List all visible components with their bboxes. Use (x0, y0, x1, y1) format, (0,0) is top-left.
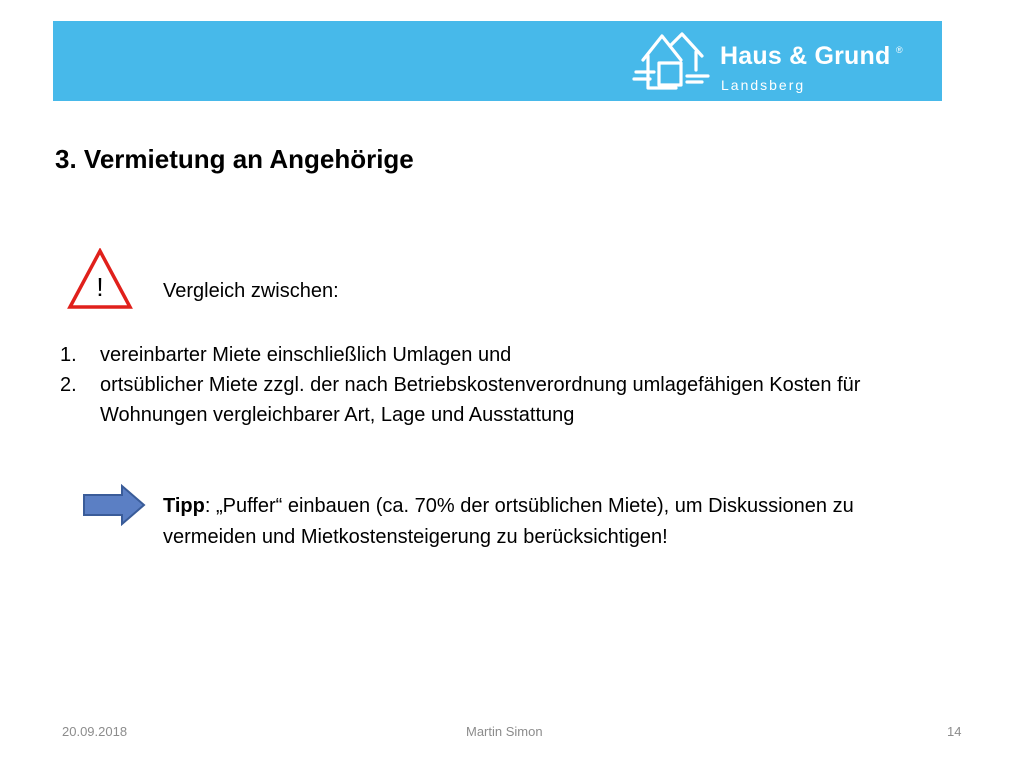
tip-body: : „Puffer“ einbauen (ca. 70% der ortsüblichen Miete), um Diskussionen zu vermeiden und Mietkostensteigerung zu berücksichtigen! (163, 495, 854, 548)
arrow-right-icon (82, 484, 146, 531)
warning-triangle-icon (67, 248, 133, 315)
list-number: 1. (60, 344, 77, 366)
comparison-list (60, 340, 940, 430)
list-text: ortsüblicher Miete zzgl. der nach Betriebskostenverordnung umlagefähigen Kosten für Wohnungen vergleichbarer Art, Lage und Ausstattung (100, 374, 861, 426)
warning-symbol: ! (96, 272, 104, 302)
page-number: 14 (947, 724, 962, 739)
comparison-label: Vergleich zwischen: (163, 280, 339, 302)
house-logo-icon (632, 30, 714, 92)
logo-location: Landsberg (721, 77, 806, 93)
footer-author: Martin Simon (466, 724, 543, 739)
list-text: vereinbarter Miete einschließlich Umlagen und (100, 344, 512, 366)
logo-registered-mark: ® (896, 45, 903, 55)
slide-title: 3. Vermietung an Angehörige (55, 144, 414, 174)
list-item (60, 370, 940, 430)
tip-label: Tipp (163, 495, 205, 517)
list-item (60, 340, 940, 370)
tip-text (163, 491, 863, 552)
logo-name: Haus & Grund (720, 42, 891, 70)
haus-grund-logo (632, 30, 922, 96)
footer-date: 20.09.2018 (62, 724, 128, 739)
list-number: 2. (60, 374, 77, 396)
